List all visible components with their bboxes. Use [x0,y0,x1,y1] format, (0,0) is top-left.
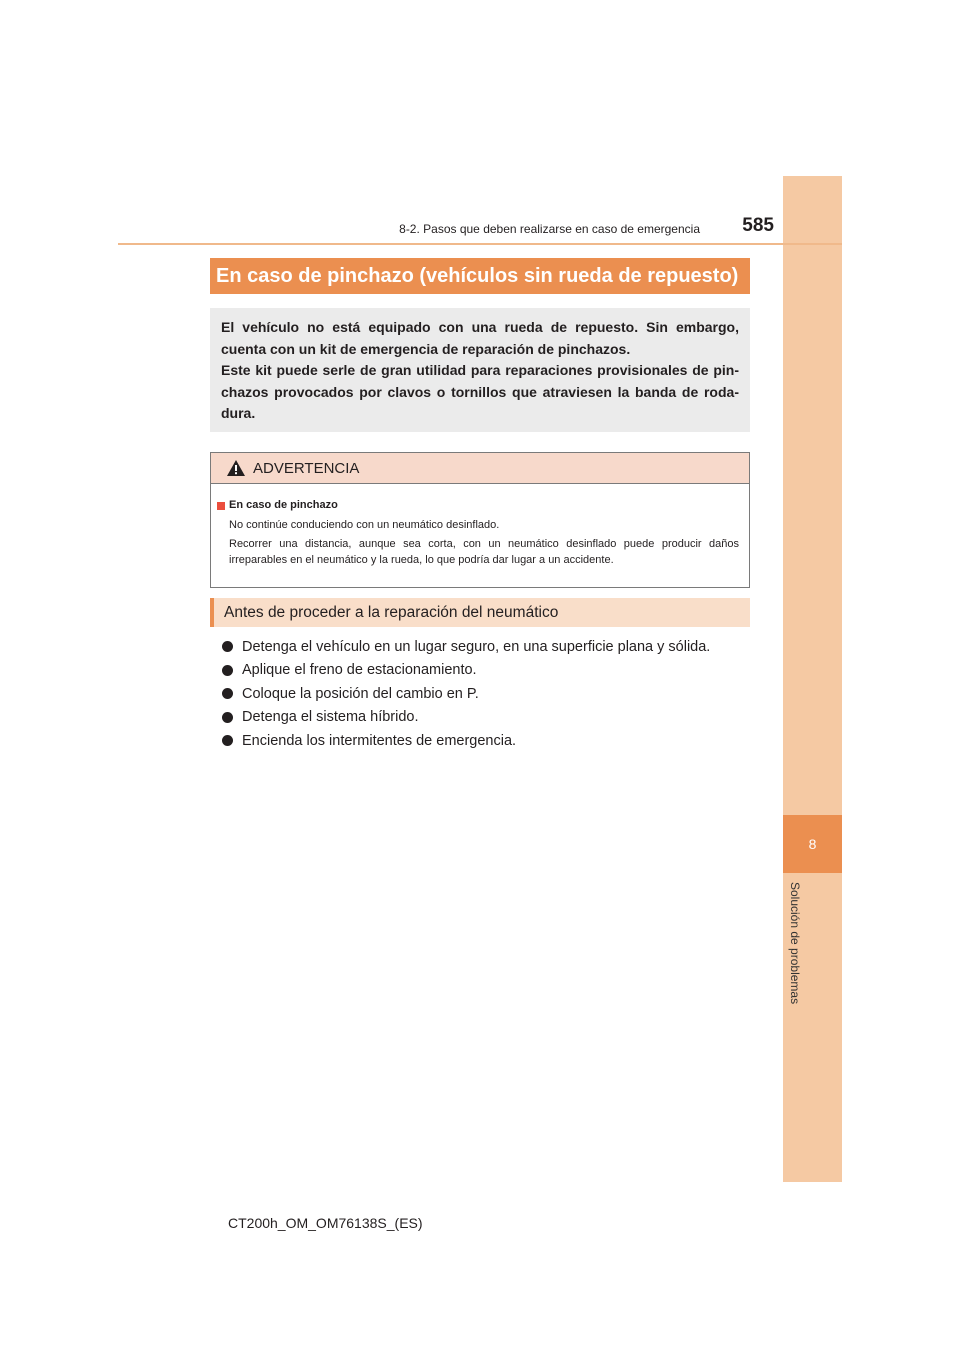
bullet-dot-icon [222,712,233,723]
bullet-dot-icon [222,665,233,676]
chapter-label: Solución de problemas [788,882,802,1005]
chapter-number-tab [783,815,842,873]
list-item-text: Detenga el sistema híbrido. [242,709,419,726]
list-item-text: Encienda los intermitentes de emergencia. [242,732,517,749]
list-item [222,682,742,706]
subsection-heading-text: Antes de proceder a la reparación del neumático [224,604,559,621]
chapter-number: 8 [808,836,817,852]
list-item [222,659,742,683]
warning-item-title [217,497,739,514]
intro-box [210,308,750,432]
bullet-dot-icon [222,641,233,652]
page-title-text: En caso de pinchazo (vehículos sin rueda de repuesto) [216,265,739,287]
warning-box [210,452,750,588]
list-item [222,729,742,753]
warning-body [211,484,749,568]
list-item [222,635,742,659]
footer-document-code: CT200h_OM_OM76138S_(ES) [228,1215,423,1231]
warning-line-2: Recorrer una distancia, aunque sea corta, con un neumático desinflado puede producir daños irreparables en el neumático y la rueda, lo que podría dar lugar a un accidente. [229,538,739,566]
subsection-heading [210,598,750,627]
side-tab-strip [783,176,842,1182]
intro-paragraph-2: Este kit puede serle de gran utilidad para reparaciones provisionales de pin-chazos provocados por clavos o tornillos que atraviesen la banda de roda-dura. [221,362,739,421]
header-section-title: 8-2. Pasos que deben realizarse en caso de emergencia [399,222,700,236]
page-title [210,258,750,294]
warning-label: ADVERTENCIA [253,459,360,477]
list-item-text: Aplique el freno de estacionamiento. [242,662,477,679]
list-item [222,706,742,730]
bullet-dot-icon [222,735,233,746]
warning-triangle-icon [227,460,245,476]
warning-item-title-text: En caso de pinchazo [229,499,338,511]
list-item-text: Coloque la posición del cambio en P. [242,685,479,702]
square-bullet-icon [217,502,225,510]
intro-paragraph-1: El vehículo no está equipado con una rueda de repuesto. Sin embargo, cuenta con un kit de emergencia de reparación de pinchazos. [221,319,739,357]
list-item-text: Detenga el vehículo en un lugar seguro, en una superficie plana y sólida. [242,638,711,655]
warning-header [211,453,749,484]
steps-list [222,635,742,753]
bullet-dot-icon [222,688,233,699]
header-divider [118,243,842,245]
warning-line-1: No continúe conduciendo con un neumático desinflado. [229,519,500,531]
page-number: 585 [742,215,774,236]
